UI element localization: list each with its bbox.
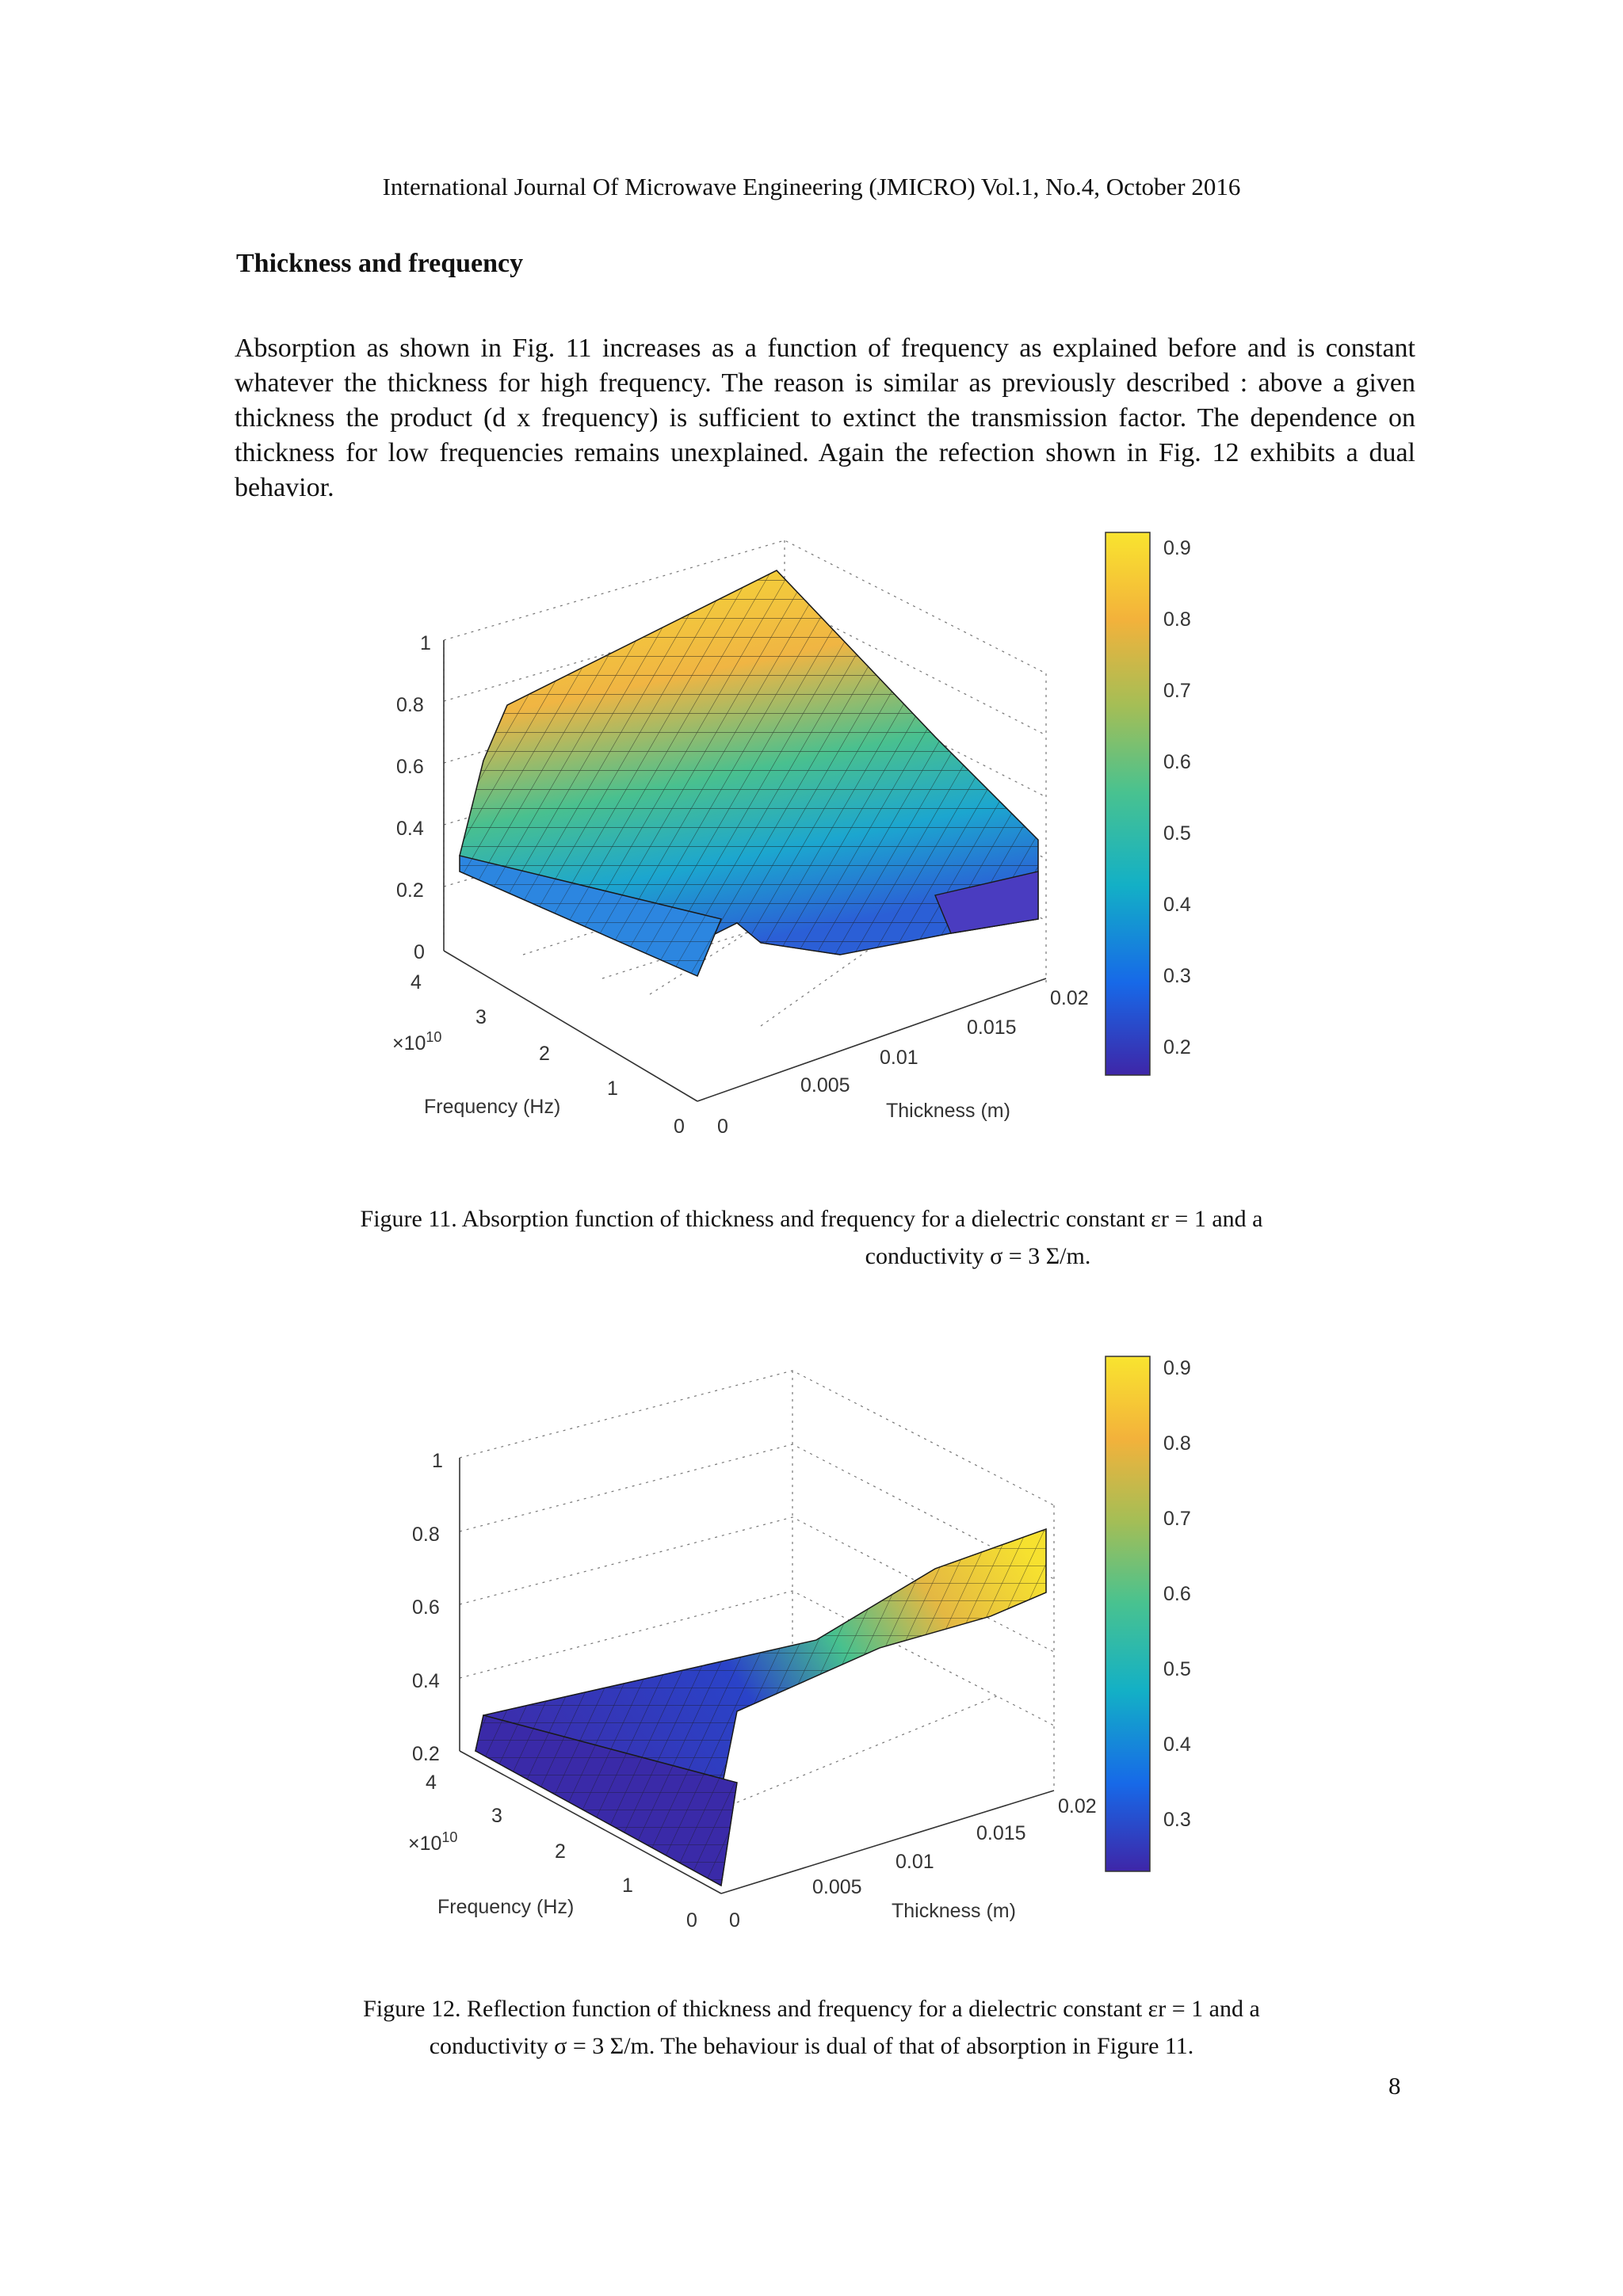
x-tick: 0.01 (880, 1047, 918, 1069)
colorbar-tick: 0.7 (1163, 680, 1191, 702)
x-axis-label: Thickness (m) (886, 1100, 1010, 1122)
colorbar-tick: 0.4 (1163, 1733, 1191, 1756)
figure-11-caption-line1: Figure 11. Absorption function of thickness and frequency for a dielectric constant εr = 1 and a (360, 1206, 1263, 1232)
z-tick-labels (396, 632, 431, 963)
colorbar-tick: 0.4 (1163, 894, 1191, 916)
figure-12-plot (0, 1339, 1623, 1941)
y-tick: 1 (622, 1875, 633, 1897)
z-tick: 1 (432, 1450, 443, 1472)
colorbar-tick: 0.8 (1163, 608, 1191, 631)
x-tick: 0.015 (976, 1822, 1026, 1844)
colorbar-tick-labels (1163, 1357, 1191, 1831)
colorbar-tick: 0.7 (1163, 1508, 1191, 1530)
colorbar-tick: 0.8 (1163, 1432, 1191, 1455)
z-tick: 0.8 (412, 1524, 440, 1546)
z-tick: 0.4 (396, 818, 424, 840)
colorbar (1106, 1356, 1150, 1871)
figure-11 (0, 523, 1623, 1269)
body-paragraph: Absorption as shown in Fig. 11 increases as a function of frequency as explained before and is constant whatever the thickness for high frequency. The reason is similar as previously described : above a given thickness the product (d x frequency) is sufficient to extinct the transmission factor. The dependence on thickness for low frequencies remains unexplained. Again the refection shown in Fig. 12 exhibits a dual behavior. (235, 334, 1415, 502)
x-tick: 0 (729, 1909, 740, 1932)
z-tick: 0 (414, 941, 425, 963)
x-tick: 0 (717, 1116, 728, 1138)
y-tick: 3 (475, 1006, 487, 1028)
x-tick: 0.015 (967, 1016, 1017, 1039)
z-tick: 0.6 (412, 1596, 440, 1619)
x-tick: 0.005 (812, 1876, 862, 1898)
colorbar-tick: 0.3 (1163, 1809, 1191, 1831)
colorbar-tick: 0.5 (1163, 822, 1191, 845)
y-tick: 4 (426, 1772, 437, 1794)
colorbar-tick: 0.6 (1163, 751, 1191, 773)
colorbar-tick: 0.5 (1163, 1658, 1191, 1680)
reflection-surface (475, 1529, 1046, 1886)
y-tick: 3 (491, 1805, 502, 1827)
journal-header: International Journal Of Microwave Engineering (JMICRO) Vol.1, No.4, October 2016 (382, 173, 1241, 200)
y-tick: 0 (686, 1909, 697, 1932)
y-tick: 0 (674, 1116, 685, 1138)
absorption-surface (460, 570, 1038, 976)
y-tick: 2 (539, 1043, 550, 1065)
z-tick: 0.2 (396, 879, 424, 902)
y-tick: 2 (555, 1840, 566, 1863)
colorbar-tick: 0.2 (1163, 1036, 1191, 1058)
z-tick-labels (412, 1450, 443, 1765)
colorbar-tick: 0.9 (1163, 1357, 1191, 1379)
colorbar-tick: 0.3 (1163, 965, 1191, 987)
x-tick: 0.005 (800, 1074, 850, 1097)
section-title: Thickness and frequency (236, 249, 524, 278)
figure-12 (0, 1339, 1623, 2059)
y-tick: 4 (411, 971, 422, 994)
figure-12-caption-line1: Figure 12. Reflection function of thickness and frequency for a dielectric constant εr = 1 and a (363, 1996, 1260, 2022)
x-tick: 0.01 (896, 1851, 934, 1873)
figure-11-caption-line2: conductivity σ = 3 Σ/m. (865, 1243, 1091, 1269)
x-tick: 0.02 (1058, 1795, 1097, 1817)
z-tick: 0.2 (412, 1743, 440, 1765)
y-axis-label: Frequency (Hz) (424, 1096, 561, 1118)
z-tick: 0.8 (396, 694, 424, 716)
y-exponent: $\times 10^{10}$ (408, 1829, 458, 1855)
figure-11-plot (0, 523, 1623, 1157)
colorbar-tick-labels (1163, 537, 1191, 1058)
z-tick: 1 (420, 632, 431, 654)
figure-12-caption-line2: conductivity σ = 3 Σ/m. The behaviour is dual of that of absorption in Figure 11. (429, 2033, 1194, 2059)
y-exponent: $\times 10^{10}$ (392, 1029, 442, 1055)
y-tick: 1 (607, 1077, 618, 1100)
page-number: 8 (1388, 2072, 1401, 2100)
colorbar-tick: 0.9 (1163, 537, 1191, 559)
colorbar-tick: 0.6 (1163, 1583, 1191, 1605)
z-tick: 0.6 (396, 756, 424, 778)
x-tick: 0.02 (1050, 987, 1089, 1009)
x-axis-label: Thickness (m) (892, 1900, 1016, 1922)
y-axis-label: Frequency (Hz) (437, 1896, 575, 1918)
z-tick: 0.4 (412, 1670, 440, 1692)
colorbar (1106, 532, 1150, 1075)
